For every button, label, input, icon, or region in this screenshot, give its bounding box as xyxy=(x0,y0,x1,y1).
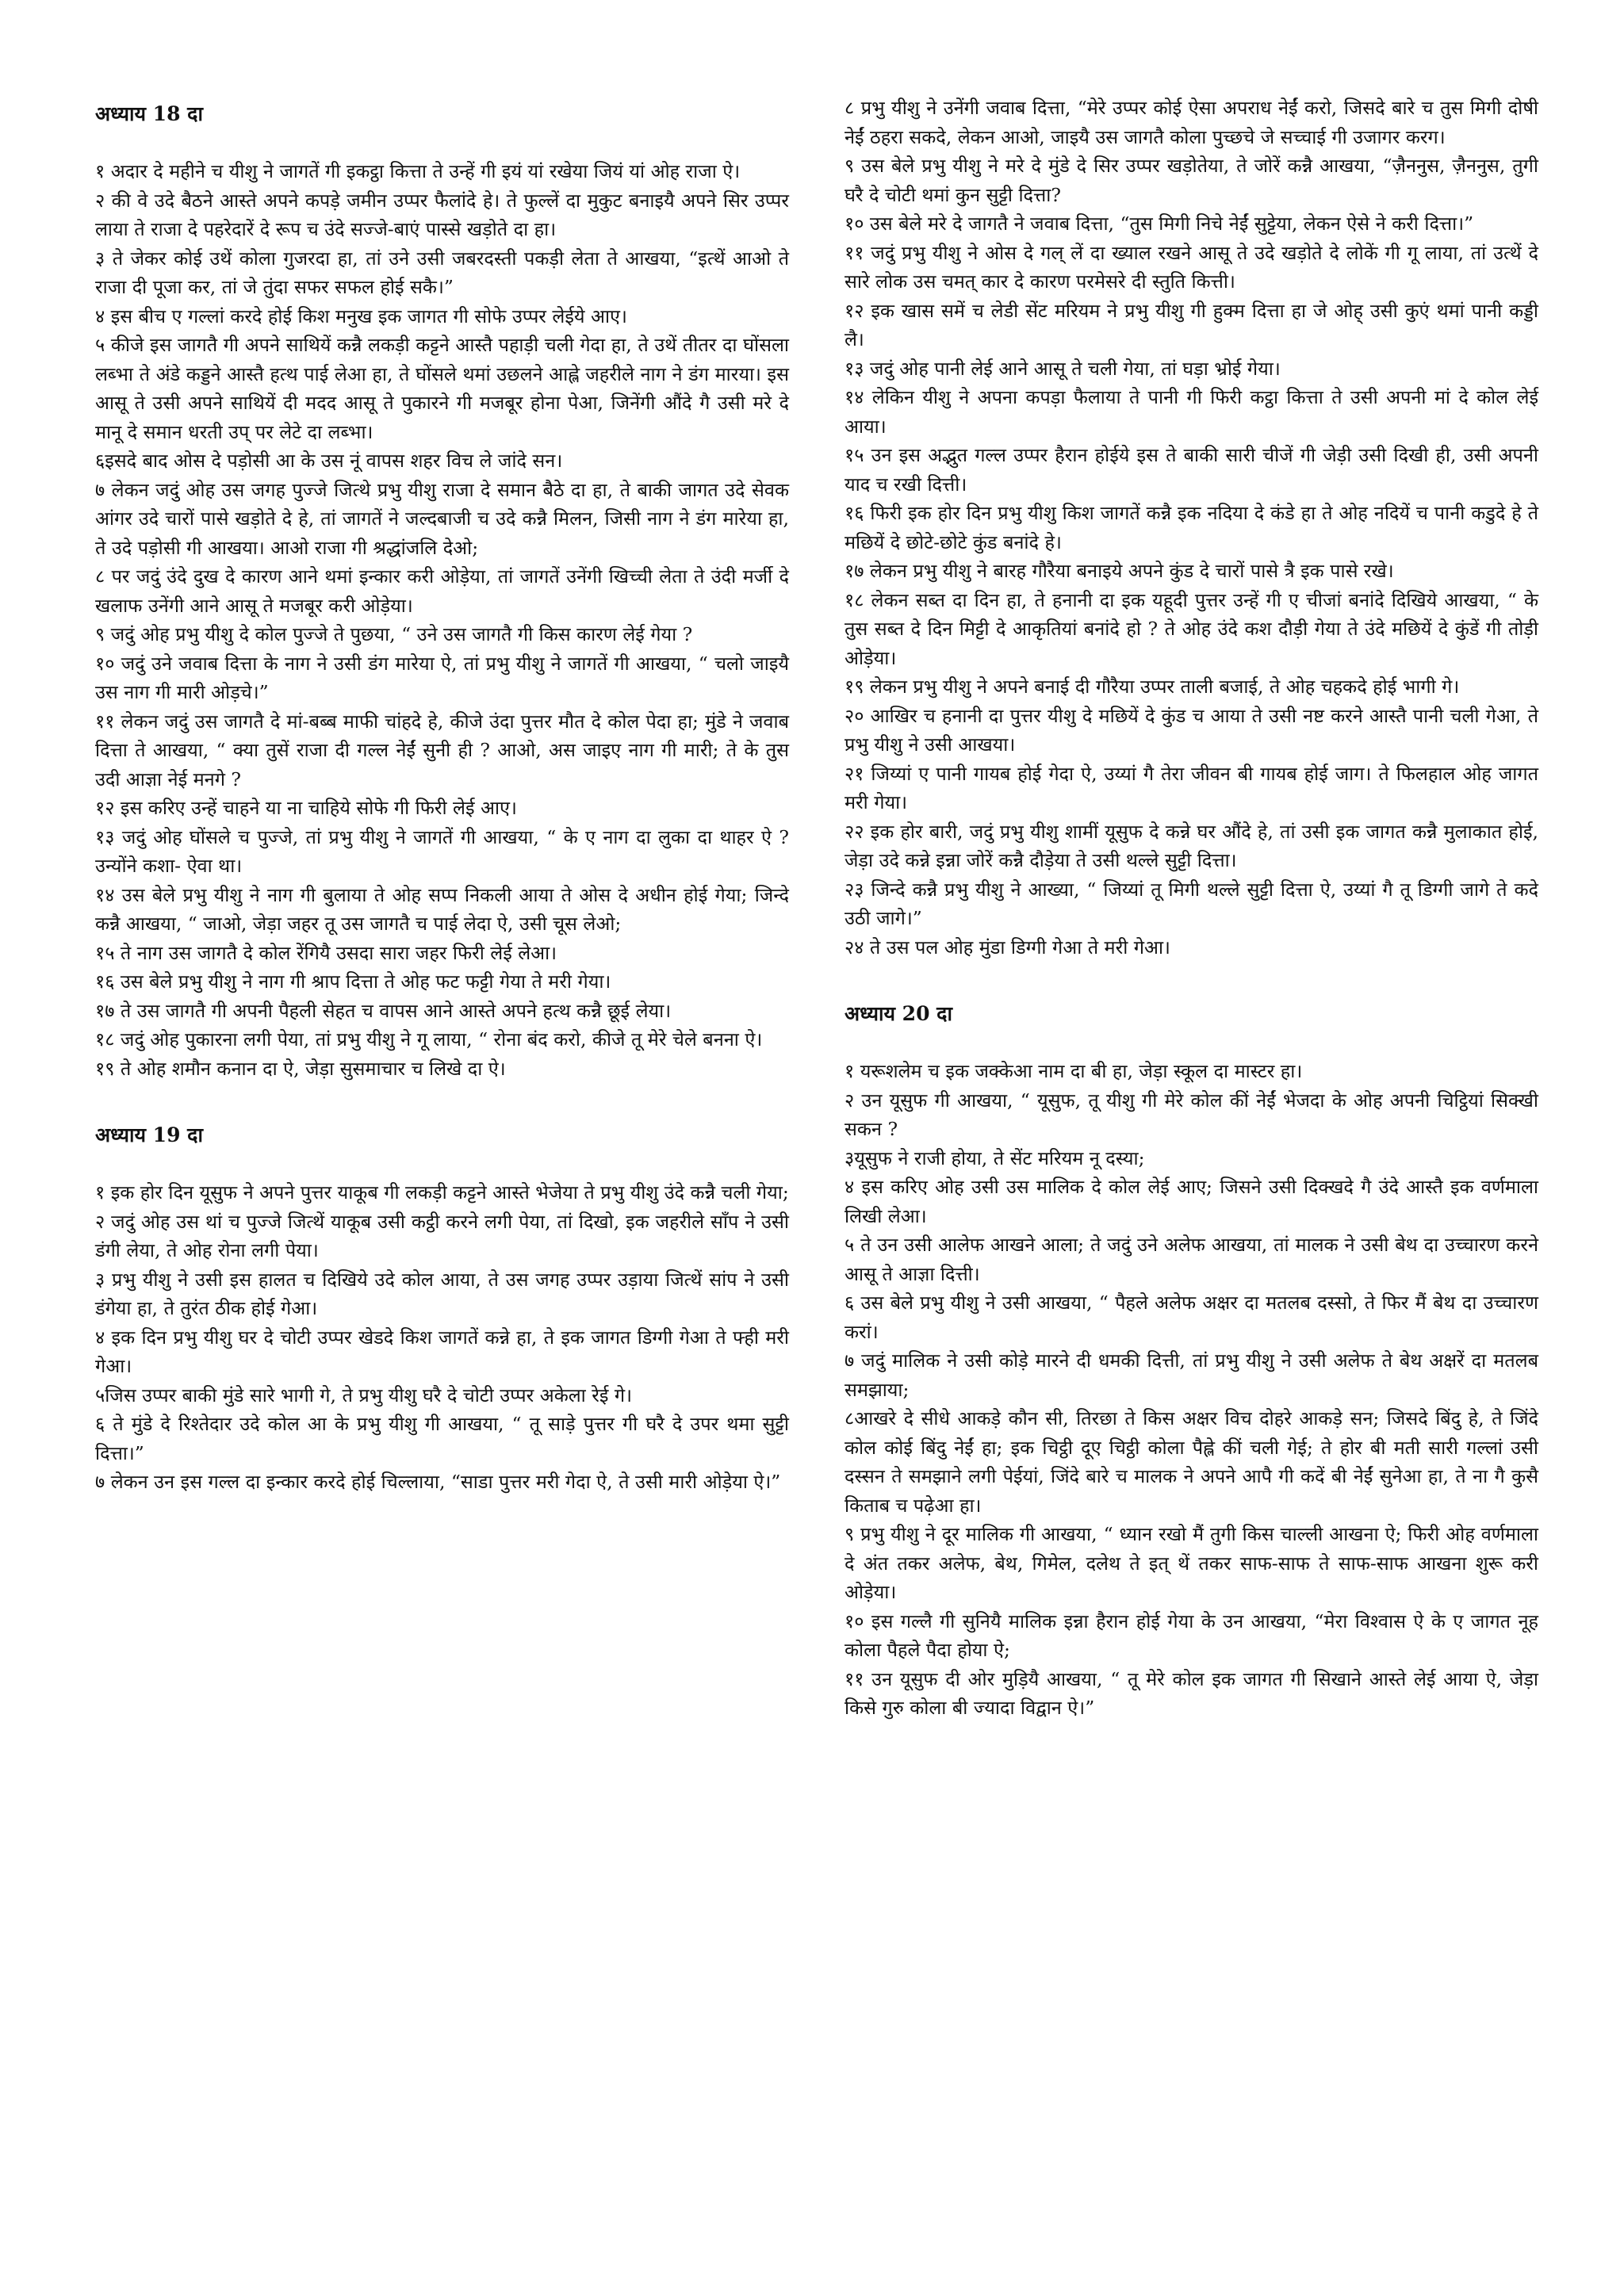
verse-paragraph: २२ इक होर बारी, जदुं प्रभु यीशु शामीं यूसुफ दे कन्ने घर औंदे हे, तां उसी इक जागत कन्नै मुलाकात होई, जेड़ा उदे कन्ने इन्ना जोरें कन्नै दौड़ेया ते उसी थल्ले सुट्टी दित्ता। xyxy=(845,820,1538,871)
chapter-heading: अध्याय 20 दा xyxy=(845,1002,952,1025)
verse-paragraph: १ यरूशलेम च इक जक्केआ नाम दा बी हा, जेड़ा स्कूल दा मास्टर हा। xyxy=(845,1060,1303,1082)
verse-paragraph: ९ उस बेले प्रभु यीशु ने मरे दे मुंडे दे सिर उप्पर खड़ोतेया, ते जोरें कन्नै आखया, “ज़ैननुस, ज़ैननुस, तुगी घरै दे चोटी थमां कुन सुट्टी दित्ता? xyxy=(845,155,1538,206)
verse-paragraph: ११ जदुं प्रभु यीशु ने ओस दे गल् लें दा ख्याल रखने आसू ते उदे खड़ोते दे लोकें गी गू लाया, तां उत्थें दे सारे लोक उस चमत् कार दे कारण परमेसरे दी स्तुति कित्ती। xyxy=(845,241,1538,293)
verse-paragraph: ५ कीजे इस जागतै गी अपने साथियें कन्नै लकड़ी कट्टने आस्तै पहाड़ी चली गेदा हा, ते उथें तीतर दा घोंसला लब्भा ते अंडे कड्डने आस्तै हत्थ पाई लेआ हा, ते घोंसले थमां उछलने आह्ले जहरीले नाग ने डंग मारया। इस आसू ते उसी अपने साथियें दी मदद आसू ते पुकारने गी मजबूर होना पेआ, जिनेंगी औंदे गै उसी मरे दे मानू दे समान धरती उप् पर लेटे दा लब्भा। xyxy=(95,334,789,443)
verse-paragraph: ६इसदे बाद ओस दे पड़ोसी आ के उस नूं वापस शहर विच ले जांदे सन। xyxy=(95,450,563,472)
verse-paragraph: १४ लेकिन यीशु ने अपना कपड़ा फैलाया ते पानी गी फिरी कट्ठा कित्ता ते उसी अपनी मां दे कोल लेई आया। xyxy=(845,386,1538,438)
verse-paragraph: २३ जिन्दे कन्नै प्रभु यीशु ने आख्या, “ जिय्यां तू मिगी थल्ले सुट्टी दित्ता ऐ, उय्यां गै तू डिग्गी जागे ते कदे उठी जागे।” xyxy=(845,878,1538,929)
verse-paragraph: २० आखिर च हनानी दा पुत्तर यीशु दे मछियें दे कुंड च आया ते उसी नष्ट करने आस्तै पानी चली गेआ, ते प्रभु यीशु ने उसी आखया। xyxy=(845,704,1538,756)
verse-paragraph: १५ उन इस अद्भुत गल्ल उप्पर हैरान होईये इस ते बाकी सारी चीजें गी जेड़ी उसी दिखी ही, उसी अपनी याद च रखी दित्ती। xyxy=(845,444,1538,496)
verse-paragraph: ६ उस बेले प्रभु यीशु ने उसी आखया, “ पैहले अलेफ अक्षर दा मतलब दस्सो, ते फिर मैं बेथ दा उच्चारण करां। xyxy=(845,1292,1538,1343)
verse-paragraph: ३ प्रभु यीशु ने उसी इस हालत च दिखिये उदे कोल आया, ते उस जगह उप्पर उड़ाया जित्थें सांप ने उसी डंगेया हा, ते तुरंत ठीक होई गेआ। xyxy=(95,1268,789,1319)
chapter-heading: अध्याय 18 दा xyxy=(95,102,203,125)
left-column xyxy=(95,94,789,2234)
verse-paragraph: ६ ते मुंडे दे रिश्तेदार उदे कोल आ के प्रभु यीशु गी आखया, “ तू साड़े पुत्तर गी घरै दे उपर थमा सुट्टी दित्ता।” xyxy=(95,1413,789,1464)
verse-paragraph: १६ उस बेले प्रभु यीशु ने नाग गी श्राप दित्ता ते ओह फट फट्टी गेया ते मरी गेया। xyxy=(95,970,611,993)
verse-paragraph: ११ उन यूसुफ दी ओर मुड़ियै आखया, “ तू मेरे कोल इक जागत गी सिखाने आस्ते लेई आया ऐ, जेड़ा किसे गुरु कोला बी ज्यादा विद्वान ऐ।” xyxy=(845,1667,1538,1719)
verse-paragraph: १३ जदुं ओह पानी लेई आने आसू ते चली गेया, तां घड़ा भ्रोई गेया। xyxy=(845,357,1281,380)
verse-paragraph: ४ इस करिए ओह उसी उस मालिक दे कोल लेई आए; जिसने उसी दिक्खदे गै उंदे आस्तै इक वर्णमाला लिखी लेआ। xyxy=(845,1176,1538,1227)
verse-paragraph: १० जदुं उने जवाब दित्ता के नाग ने उसी डंग मारेया ऐ, तां प्रभु यीशु ने जागतें गी आखया, “ चलो जाइयै उस नाग गी मारी ओड़चे।” xyxy=(95,652,789,703)
verse-paragraph: ७ लेकन जदुं ओह उस जगह पुज्जे जित्थे प्रभु यीशु राजा दे समान बैठे दा हा, ते बाकी जागत उदे सेवक आंगर उदे चारों पासे खड़ोते दे हे, तां जागतें ने जल्दबाजी च उदे कन्नै मिलन, जिसी नाग ने डंग मारेया हा, ते उदे पड़ोसी गी आखया। आओ राजा गी श्रद्धांजलि देओ; xyxy=(95,478,789,559)
verse-paragraph: १९ लेकन प्रभु यीशु ने अपने बनाई दी गौरैया उप्पर ताली बजाई, ते ओह चहकदे होई भागी गे। xyxy=(845,675,1460,698)
verse-paragraph: १२ इक खास समें च लेडी सेंट मरियम ने प्रभु यीशु गी हुक्म दित्ता हा जे ओह् उसी कुएं थमां पानी कड्डी लै। xyxy=(845,299,1538,350)
verse-paragraph: ५ ते उन उसी आलेफ आखने आला; ते जदुं उने अलेफ आखया, तां मालक ने उसी बेथ दा उच्चारण करने आसू ते आज्ञा दित्ती। xyxy=(845,1234,1538,1285)
verse-paragraph: ९ जदुं ओह प्रभु यीशु दे कोल पुज्जे ते पुछया, “ उने उस जागतै गी किस कारण लेई गेया ? xyxy=(95,623,693,645)
verse-paragraph: ८ प्रभु यीशु ने उनेंगी जवाब दित्ता, “मेरे उप्पर कोई ऐसा अपराध नेईं करो, जिसदे बारे च तुस मिगी दोषी नेईं ठहरा सकदे, लेकन आओ, जाइयै उस जागतै कोला पुच्छचे जे सच्चाई गी उजागर करग। xyxy=(845,97,1538,148)
verse-paragraph: १८ जदुं ओह पुकारना लगी पेया, तां प्रभु यीशु ने गू लाया, “ रोना बंद करो, कीजे तू मेरे चेले बनना ऐ। xyxy=(95,1028,763,1050)
verse-paragraph: २४ ते उस पल ओह मुंडा डिग्गी गेआ ते मरी गेआ। xyxy=(845,936,1170,959)
verse-paragraph: ३ ते जेकर कोई उथें कोला गुजरदा हा, तां उने उसी जबरदस्ती पकड़ी लेता ते आखया, “इत्थें आओ ते राजा दी पूजा कर, तां जे तुंदा सफर सफल होई सकै।” xyxy=(95,247,789,298)
chapter-heading: अध्याय 19 दा xyxy=(95,1123,203,1146)
verse-paragraph: १५ ते नाग उस जागतै दे कोल रेंगियै उसदा सारा जहर फिरी लेई लेआ। xyxy=(95,941,557,964)
verse-paragraph: १८ लेकन सब्त दा दिन हा, ते हनानी दा इक यहूदी पुत्तर उन्हें गी ए चीजां बनांदे दिखिये आखया, “ के तुस सब्त दे दिन मिट्टी दे आकृतियां बनांदे हो ? ते ओह उंदे कश दौड़ी गेया ते उंदे मछियें दे कुंडें गी तोड़ी ओड़ेया। xyxy=(845,588,1538,669)
verse-paragraph: ८ पर जदुं उंदे दुख दे कारण आने थमां इन्कार करी ओड़ेया, तां जागतें उनेंगी खिच्ची लेता ते उंदी मर्जी दे खलाफ उनेंगी आने आसू ते मजबूर करी ओड़ेया। xyxy=(95,565,789,617)
verse-paragraph: ४ इस बीच ए गल्लां करदे होई किश मनुख इक जागत गी सोफे उप्पर लेईये आए। xyxy=(95,304,627,327)
verse-paragraph: १० उस बेले मरे दे जागतै ने जवाब दित्ता, “तुस मिगी निचे नेईं सुट्टेया, लेकन ऐसे ने करी दित्ता।” xyxy=(845,212,1474,235)
verse-paragraph: ३यूसुफ ने राजी होया, ते सेंट मरियम नू दस्या; xyxy=(845,1146,1145,1169)
verse-paragraph: १४ उस बेले प्रभु यीशु ने नाग गी बुलाया ते ओह सप्प निकली आया ते ओस दे अधीन होई गेया; जिन्दे कन्नै आखया, “ जाओ, जेड़ा जहर तू उस जागतै च पाई लेदा ऐ, उसी चूस लेओ; xyxy=(95,883,789,935)
verse-paragraph: ९ प्रभु यीशु ने दूर मालिक गी आखया, “ ध्यान रखो मैं तुगी किस चाल्ली आखना ऐ; फिरी ओह वर्णमाला दे अंत तकर अलेफ, बेथ, गिमेल, दलेथ ते इत् थें तकर साफ-साफ ते साफ-साफ आखना शुरू करी ओड़ेया। xyxy=(845,1523,1538,1603)
verse-paragraph: ५जिस उप्पर बाकी मुंडे सारे भागी गे, ते प्रभु यीशु घरै दे चोटी उप्पर अकेला रेई गे। xyxy=(95,1383,632,1406)
verse-paragraph: १ इक होर दिन यूसुफ ने अपने पुत्तर याकूब गी लकड़ी कट्टने आस्ते भेजेया ते प्रभु यीशु उंदे कन्नै चली गेया; xyxy=(95,1181,789,1203)
verse-paragraph: ४ इक दिन प्रभु यीशु घर दे चोटी उप्पर खेडदे किश जागतें कन्ने हा, ते इक जागत डिग्गी गेआ ते फ्ही मरी गेआ। xyxy=(95,1326,789,1377)
right-column xyxy=(845,94,1538,2234)
document-page xyxy=(95,94,1538,2234)
section-spacer xyxy=(95,1083,789,1115)
verse-paragraph: १९ ते ओह शमौन कनान दा ऐ, जेड़ा सुसमाचार च लिखे दा ऐ। xyxy=(95,1057,506,1080)
verse-paragraph: २ उन यूसुफ गी आखया, “ यूसुफ, तू यीशु गी मेरे कोल कीं नेईं भेजदा के ओह अपनी चिट्ठियां सिक्खी सकन ? xyxy=(845,1089,1538,1140)
verse-paragraph: २ की वे उदे बैठने आस्ते अपने कपड़े जमीन उप्पर फैलांदे हे। ते फुल्लें दा मुकुट बनाइयै अपने सिर उप्पर लाया ते राजा दे पहरेदारें दे रूप च उंदे सज्जे-बाएं पास्से खड़ोते दा हा। xyxy=(95,189,789,240)
verse-paragraph: १२ इस करिए उन्हें चाहने या ना चाहिये सोफे गी फिरी लेई आए। xyxy=(95,797,517,819)
verse-paragraph: १ अदार दे महीने च यीशु ने जागतें गी इकट्ठा कित्ता ते उन्हें गी इयं यां रखेया जियं यां ओह राजा ऐ। xyxy=(95,160,741,182)
verse-paragraph: १७ ते उस जागतै गी अपनी पैहली सेहत च वापस आने आस्ते अपने हत्थ कन्नै छूई लेया। xyxy=(95,999,672,1022)
verse-paragraph: ११ लेकन जदुं उस जागतै दे मां-बब्ब माफी चांहदे हे, कीजे उंदा पुत्तर मौत दे कोल पेदा हा; मुंडे ने जवाब दित्ता ते आखया, “ क्या तुसें राजा दी गल्ल नेईं सुनी ही ? आओ, अस जाइए नाग गी मारी; ते के तुस उदी आज्ञा नेई मनगे ? xyxy=(95,710,789,790)
verse-paragraph: १३ जदुं ओह घोंसले च पुज्जे, तां प्रभु यीशु ने जागतें गी आखया, “ के ए नाग दा लुका दा थाहर ऐ ? उन्योंने कशा- ऐवा था। xyxy=(95,825,789,877)
verse-paragraph: २ जदुं ओह उस थां च पुज्जे जित्थें याकूब उसी कट्ठी करने लगी पेया, तां दिखो, इक जहरीले साँप ने उसी डंगी लेया, ते ओह रोना लगी पेया। xyxy=(95,1210,789,1261)
section-spacer xyxy=(845,962,1538,993)
verse-paragraph: २१ जिय्यां ए पानी गायब होई गेदा ऐ, उय्यां गै तेरा जीवन बी गायब होई जाग। ते फिलहाल ओह जागत मरी गेया। xyxy=(845,762,1538,813)
verse-paragraph: १६ फिरी इक होर दिन प्रभु यीशु किश जागतें कन्नै इक नदिया दे कंडे हा ते ओह नदियें च पानी कडुदे हे ते मछियें दे छोटे-छोटे कुंड बनांदे हे। xyxy=(845,502,1539,553)
verse-paragraph: ७ लेकन उन इस गल्ल दा इन्कार करदे होई चिल्लाया, “साडा पुत्तर मरी गेदा ऐ, ते उसी मारी ओड़ेया ऐ।” xyxy=(95,1471,781,1493)
verse-paragraph: १० इस गल्लै गी सुनियै मालिक इन्ना हैरान होई गेया के उन आखया, “मेरा विश्वास ऐ के ए जागत नूह कोला पैहले पैदा होया ऐ; xyxy=(845,1609,1538,1661)
verse-paragraph: ७ जदुं मालिक ने उसी कोड़े मारने दी धमकी दित्ती, तां प्रभु यीशु ने उसी अलेफ ते बेथ अक्षरें दा मतलब समझाया; xyxy=(845,1349,1538,1401)
verse-paragraph: १७ लेकन प्रभु यीशु ने बारह गौरैया बनाइये अपने कुंड दे चारों पासे त्रै इक पासे रखे। xyxy=(845,560,1394,582)
verse-paragraph: ८आखरे दे सीधे आकड़े कौन सी, तिरछा ते किस अक्षर विच दोहरे आकड़े सन; जिसदे बिंदु हे, ते जिंदे कोल कोई बिंदु नेईं हा; इक चिट्ठी दूए चिट्ठी कोला पैह्ले कीं चली गेई; ते होर बी मती सारी गल्लां उसी दस्सन ते समझाने लगी पेईयां, जिंदे बारे च मालक ने अपने आपै गी कदें बी नेईं सुनेआ हा, ते ना गै कुसै किताब च पढ़ेआ हा। xyxy=(845,1407,1538,1517)
